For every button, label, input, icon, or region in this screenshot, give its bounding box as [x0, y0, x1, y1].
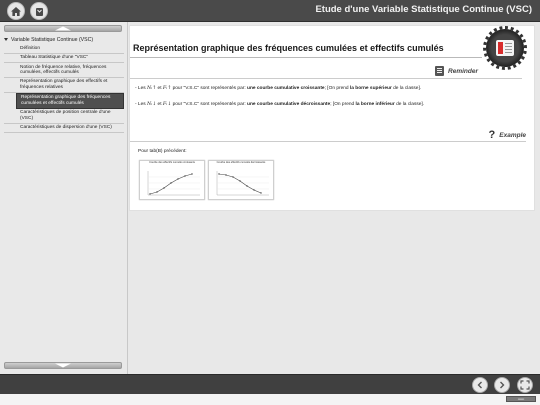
chevron-up-icon	[53, 26, 73, 31]
footer-badge: ▪▪▪▪▪▪	[506, 396, 536, 402]
symbol-fi-up: Fᵢ↑	[162, 86, 172, 91]
reminder-header	[435, 66, 478, 76]
sidebar-root-label: Variable Statistique Continue (VSC)	[11, 37, 94, 43]
scroll-down-button[interactable]	[4, 362, 122, 369]
example-divider	[130, 141, 526, 142]
sidebar-item-representation-effectifs[interactable]	[4, 78, 124, 93]
chevron-left-icon	[476, 381, 484, 389]
top-bar	[0, 0, 540, 22]
sidebar-item-tableau[interactable]	[4, 54, 124, 63]
rule-mid: pour "V.S.C" sont représentés par:	[172, 86, 246, 91]
chart-thumbnail-decreasing[interactable]	[208, 160, 274, 200]
decreasing-curve-graphic	[209, 161, 275, 201]
rule-and: et	[157, 102, 162, 107]
reminder-divider	[130, 78, 522, 79]
scroll-up-button[interactable]	[4, 25, 122, 32]
question-icon: ?	[488, 129, 496, 141]
next-button[interactable]	[494, 377, 510, 393]
home-icon	[10, 6, 22, 17]
rule-bound: la borne inférieur	[355, 102, 395, 107]
example-intro: Pour tab(B) précédent:	[138, 149, 187, 154]
sidebar-item-position-centrale[interactable]	[4, 109, 124, 124]
rule-after: ; [On prend	[324, 86, 349, 91]
symbol-fi-down: Fᵢ↓	[162, 102, 172, 107]
rule-prefix: - Les	[135, 102, 146, 107]
bag-icon	[34, 6, 45, 17]
book-icon	[496, 40, 514, 56]
rule-decreasing	[135, 102, 424, 107]
sidebar-item-definition[interactable]	[4, 45, 124, 54]
sidebar-item-label: Représentation graphique des effectifs et fréquences relatives	[20, 79, 108, 91]
footer	[0, 394, 540, 405]
rule-increasing	[135, 86, 421, 91]
previous-button[interactable]	[472, 377, 488, 393]
example-label: Example	[499, 131, 526, 139]
sidebar-item-label: Représentation graphique des fréquences cumulées et effectifs cumulés	[21, 95, 111, 106]
sidebar-root[interactable]	[4, 36, 124, 45]
rule-curve-type: une courbe cumulative décroissante	[247, 102, 331, 107]
sidebar-item-representation-cumulees[interactable]	[16, 93, 124, 109]
sidebar-item-label: Caractéristiques de dispersion d'une (VSC)	[20, 124, 112, 130]
rule-mid: pour "V.S.C" sont représentés par:	[172, 102, 246, 107]
sidebar-item-label: Tableau Statistique d'une "VSC"	[20, 55, 89, 61]
thumbnail-title: Courbe des effectifs cumulés croissants	[149, 161, 195, 164]
sidebar-item-label: Notion de fréquence relative, fréquences cumulées, effectifs cumulés	[20, 64, 107, 76]
fullscreen-icon	[520, 380, 530, 390]
reminder-label: Reminder	[448, 67, 478, 75]
bottom-bar	[0, 374, 540, 394]
home-button[interactable]	[7, 2, 25, 20]
sidebar	[0, 22, 128, 374]
increasing-curve-graphic	[140, 161, 206, 201]
bag-button[interactable]	[30, 2, 48, 20]
sidebar-item-label: Définition	[20, 46, 40, 52]
chevron-right-icon	[498, 381, 506, 389]
caret-down-icon	[4, 38, 8, 41]
rule-bound: la borne supérieur	[349, 86, 392, 91]
rule-end: de la classe].	[393, 86, 422, 91]
app-title: Etude d'une Variable Statistique Continue (VSC)	[315, 4, 532, 15]
rule-and: et	[157, 86, 162, 91]
rule-prefix: - Les	[135, 86, 146, 91]
chart-thumbnail-increasing[interactable]	[139, 160, 205, 200]
rule-curve-type: une courbe cumulative croissante	[247, 86, 325, 91]
content-panel	[130, 26, 534, 210]
fullscreen-button[interactable]	[517, 377, 533, 393]
book-badge	[486, 29, 524, 67]
thumbnail-title: Courbe des effectifs cumulés décroissants	[216, 161, 266, 164]
sidebar-item-dispersion[interactable]	[4, 124, 124, 133]
rule-end: de la classe].	[396, 102, 425, 107]
sidebar-item-label: Caractéristiques de position centrale d'une (VSC)	[20, 110, 111, 121]
symbol-ni-up: Nᵢ↑	[147, 86, 157, 91]
note-icon	[435, 66, 444, 76]
symbol-ni-down: Nᵢ↓	[147, 102, 157, 107]
page-title: Représentation graphique des fréquences cumulées et effectifs cumulés	[133, 43, 444, 53]
example-header	[489, 129, 526, 141]
title-divider	[130, 57, 482, 58]
sidebar-tree	[4, 36, 124, 133]
sidebar-item-notion-frequence[interactable]	[4, 63, 124, 78]
rule-after: ; [On prend	[330, 102, 355, 107]
chevron-down-icon	[53, 363, 73, 368]
